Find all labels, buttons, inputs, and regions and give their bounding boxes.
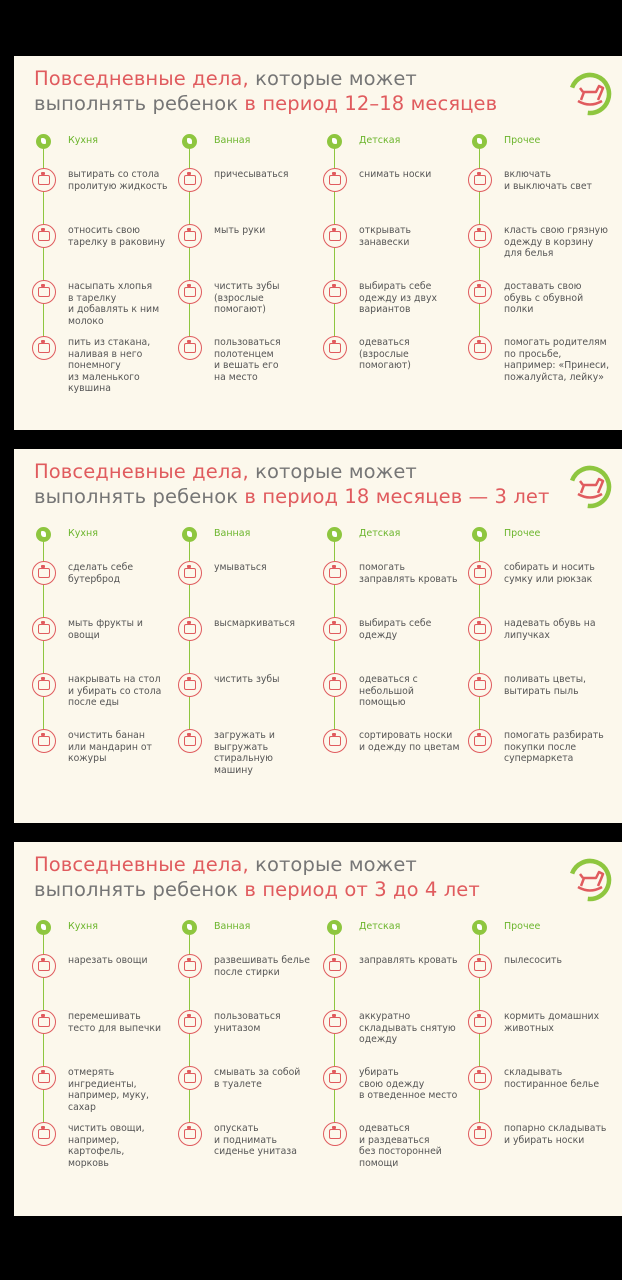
title-period: в период 12–18 месяцев xyxy=(244,92,498,115)
chore-text: умываться xyxy=(214,562,267,573)
toothbrush-icon xyxy=(178,280,202,304)
title-highlight: Повседневные дела, xyxy=(34,853,249,876)
chore-text: насыпать хлопья в тарелку и добавлять к ним молоко xyxy=(68,281,160,327)
dishes-icon xyxy=(32,673,56,697)
card-title xyxy=(34,66,497,116)
chore-text: пользоваться полотенцем и вешать его на место xyxy=(214,337,281,383)
chore-item xyxy=(325,336,470,392)
chore-item xyxy=(470,954,615,1010)
chore-item xyxy=(34,1066,179,1122)
rocking-horse-logo-icon xyxy=(568,858,612,902)
chore-item xyxy=(34,561,179,617)
title-text: которые может xyxy=(248,460,417,483)
category-label: Ванная xyxy=(214,135,251,146)
chore-item xyxy=(470,1122,615,1178)
chore-item xyxy=(325,224,470,280)
chore-text: сделать себе бутерброд xyxy=(68,562,134,585)
chore-text: помогать разбирать покупки после супермаркета xyxy=(504,730,604,764)
comb-icon xyxy=(178,168,202,192)
face-wash-icon xyxy=(178,561,202,585)
chore-text: помогать заправлять кровать xyxy=(359,562,458,585)
chore-text: перемешивать тесто для выпечки xyxy=(68,1011,161,1034)
toothbrush-icon xyxy=(178,673,202,697)
title-period: в период от 3 до 4 лет xyxy=(244,878,480,901)
category-icon xyxy=(327,920,342,935)
chore-item xyxy=(180,336,325,392)
plate-icon xyxy=(32,224,56,248)
chore-text: выбирать себе одежду xyxy=(359,618,432,641)
chore-item xyxy=(180,168,325,224)
chore-item xyxy=(180,280,325,336)
fruit-wash-icon xyxy=(32,617,56,641)
chore-item xyxy=(325,561,470,617)
category-label: Кухня xyxy=(68,528,98,539)
banana-icon xyxy=(32,729,56,753)
backpack-icon xyxy=(468,561,492,585)
chore-item xyxy=(470,673,615,729)
cup-icon xyxy=(32,336,56,360)
chore-text: опускать и поднимать сиденье унитаза xyxy=(214,1123,297,1157)
chore-item xyxy=(34,617,179,673)
socks-icon xyxy=(323,729,347,753)
chore-item xyxy=(470,336,615,392)
title-text: которые может xyxy=(248,67,417,90)
category-column xyxy=(325,920,470,1200)
chore-text: собирать и носить сумку или рюкзак xyxy=(504,562,595,585)
chore-item xyxy=(470,280,615,336)
chore-item xyxy=(325,1122,470,1178)
hanger-icon xyxy=(323,673,347,697)
shoe-icon xyxy=(468,617,492,641)
chores-card xyxy=(14,842,622,1216)
folded-clothes-icon xyxy=(323,1010,347,1034)
chore-item xyxy=(470,168,615,224)
chore-item xyxy=(470,224,615,280)
chore-item xyxy=(34,224,179,280)
category-label: Детская xyxy=(359,921,401,932)
chore-text: одеваться (взрослые помогают) xyxy=(359,337,411,371)
chore-text: класть свою грязную одежду в корзину для белья xyxy=(504,225,609,259)
chore-item xyxy=(325,1066,470,1122)
title-text: которые может xyxy=(248,853,417,876)
chore-text: попарно складывать и убирать носки xyxy=(504,1123,607,1146)
chore-text: складывать постиранное белье xyxy=(504,1067,600,1090)
category-icon xyxy=(472,134,487,149)
category-column xyxy=(180,920,325,1200)
vacuum-icon xyxy=(468,954,492,978)
pet-bowl-icon xyxy=(468,1010,492,1034)
chore-text: кормить домашних животных xyxy=(504,1011,600,1034)
title-highlight: Повседневные дела, xyxy=(34,460,249,483)
category-label: Ванная xyxy=(214,528,251,539)
chore-item xyxy=(180,1122,325,1178)
title-text: выполнять ребенок xyxy=(34,92,245,115)
chore-text: мыть фрукты и овощи xyxy=(68,618,143,641)
category-label: Детская xyxy=(359,528,401,539)
shopping-bag-icon xyxy=(468,729,492,753)
chore-text: чистить зубы (взрослые помогают) xyxy=(214,281,280,315)
chore-item xyxy=(180,561,325,617)
chore-text: одеваться с небольшой помощью xyxy=(359,674,418,708)
chore-text: вытирать со стола пролитую жидкость xyxy=(68,169,168,192)
chores-card xyxy=(14,449,622,823)
chore-text: открывать занавески xyxy=(359,225,412,248)
chore-text: пить из стакана, наливая в него понемногу из маленького кувшина xyxy=(68,337,151,394)
folded-linen-icon xyxy=(468,1066,492,1090)
category-label: Прочее xyxy=(504,528,541,539)
chore-text: аккуратно складывать снятую одежду xyxy=(359,1011,456,1045)
title-highlight: Повседневные дела, xyxy=(34,67,249,90)
laundry-basket-icon xyxy=(468,224,492,248)
chore-text: отмерять ингредиенты, например, муку, сахар xyxy=(68,1067,149,1113)
shirt-icon xyxy=(323,280,347,304)
category-label: Кухня xyxy=(68,135,98,146)
towel-icon xyxy=(178,336,202,360)
title-text: выполнять ребенок xyxy=(34,878,245,901)
cereal-bowl-icon xyxy=(32,280,56,304)
category-column xyxy=(470,527,615,807)
toilet-icon xyxy=(178,1010,202,1034)
chore-text: смывать за собой в туалете xyxy=(214,1067,301,1090)
category-label: Ванная xyxy=(214,921,251,932)
measuring-cup-icon xyxy=(32,1066,56,1090)
chore-item xyxy=(180,1066,325,1122)
category-column xyxy=(34,920,179,1200)
chore-item xyxy=(34,336,179,392)
category-icon xyxy=(182,527,197,542)
chore-item xyxy=(34,1122,179,1178)
chore-text: развешивать белье после стирки xyxy=(214,955,310,978)
chore-text: поливать цветы, вытирать пыль xyxy=(504,674,587,697)
shoe-icon xyxy=(468,280,492,304)
category-icon xyxy=(327,134,342,149)
chore-item xyxy=(180,729,325,785)
chore-text: накрывать на стол и убирать со стола после еды xyxy=(68,674,162,708)
chore-text: сортировать носки и одежду по цветам xyxy=(359,730,460,753)
chore-text: относить свою тарелку в раковину xyxy=(68,225,166,248)
category-label: Кухня xyxy=(68,921,98,932)
chore-item xyxy=(325,729,470,785)
curtain-icon xyxy=(323,224,347,248)
chore-text: причесываться xyxy=(214,169,289,180)
category-icon xyxy=(182,920,197,935)
chore-item xyxy=(325,954,470,1010)
chore-text: доставать свою обувь с обувной полки xyxy=(504,281,584,315)
flush-icon xyxy=(178,1066,202,1090)
hanger-icon xyxy=(323,1122,347,1146)
chore-text: загружать и выгружать стиральную машину xyxy=(214,730,275,776)
socks-icon xyxy=(468,1122,492,1146)
chore-item xyxy=(470,561,615,617)
chore-text: одеваться и раздеваться без посторонней помощи xyxy=(359,1123,442,1169)
rocking-horse-logo-icon xyxy=(568,72,612,116)
category-icon xyxy=(472,527,487,542)
chore-text: помогать родителям по просьбе, например: «Принеси, пожалуйста, лейку» xyxy=(504,337,610,383)
chore-text: чистить зубы xyxy=(214,674,280,685)
chore-item xyxy=(34,954,179,1010)
category-column xyxy=(34,527,179,807)
card-title xyxy=(34,459,549,509)
watering-can-icon xyxy=(468,673,492,697)
chore-item xyxy=(34,729,179,785)
category-column xyxy=(470,920,615,1200)
hanger-icon xyxy=(323,336,347,360)
category-icon xyxy=(472,920,487,935)
chore-text: нарезать овощи xyxy=(68,955,148,966)
clothes-line-icon xyxy=(178,954,202,978)
title-text: выполнять ребенок xyxy=(34,485,245,508)
chore-item xyxy=(470,729,615,785)
category-icon xyxy=(182,134,197,149)
chore-item xyxy=(34,280,179,336)
rocking-horse-logo-icon xyxy=(568,465,612,509)
tissue-icon xyxy=(178,617,202,641)
chore-text: очистить банан или мандарин от кожуры xyxy=(68,730,152,764)
chore-item xyxy=(325,1010,470,1066)
chore-item xyxy=(325,673,470,729)
shirt-icon xyxy=(323,617,347,641)
chore-item xyxy=(180,954,325,1010)
chore-item xyxy=(325,280,470,336)
sock-icon xyxy=(323,168,347,192)
category-column xyxy=(180,527,325,807)
category-icon xyxy=(36,527,51,542)
chore-text: чистить овощи, например, картофель, морковь xyxy=(68,1123,145,1169)
toilet-seat-icon xyxy=(178,1122,202,1146)
knife-icon xyxy=(32,954,56,978)
chore-text: пылесосить xyxy=(504,955,562,966)
category-column xyxy=(325,134,470,414)
chore-text: мыть руки xyxy=(214,225,266,236)
chore-item xyxy=(34,168,179,224)
chore-item xyxy=(325,617,470,673)
chore-item xyxy=(470,617,615,673)
chore-text: убирать свою одежду в отведенное место xyxy=(359,1067,458,1101)
category-label: Прочее xyxy=(504,921,541,932)
pillow-icon xyxy=(323,954,347,978)
chore-item xyxy=(180,224,325,280)
chore-item xyxy=(34,673,179,729)
category-column xyxy=(325,527,470,807)
chore-item xyxy=(325,168,470,224)
watering-can-icon xyxy=(468,336,492,360)
hand-wash-icon xyxy=(178,224,202,248)
chore-item xyxy=(180,1010,325,1066)
chore-item xyxy=(470,1066,615,1122)
category-label: Детская xyxy=(359,135,401,146)
chore-text: снимать носки xyxy=(359,169,432,180)
category-icon xyxy=(36,920,51,935)
wardrobe-icon xyxy=(323,1066,347,1090)
category-icon xyxy=(36,134,51,149)
category-icon xyxy=(327,527,342,542)
pillow-icon xyxy=(323,561,347,585)
title-period: в период 18 месяцев — 3 лет xyxy=(244,485,550,508)
chore-text: заправлять кровать xyxy=(359,955,458,966)
chores-card xyxy=(14,56,622,430)
chore-text: высмаркиваться xyxy=(214,618,295,629)
chore-text: надевать обувь на липучках xyxy=(504,618,596,641)
sandwich-icon xyxy=(32,561,56,585)
category-column xyxy=(34,134,179,414)
lightbulb-icon xyxy=(468,168,492,192)
washing-machine-icon xyxy=(178,729,202,753)
chore-item xyxy=(470,1010,615,1066)
whisk-bowl-icon xyxy=(32,1010,56,1034)
chore-item xyxy=(34,1010,179,1066)
card-title xyxy=(34,852,480,902)
category-column xyxy=(470,134,615,414)
chore-text: включать и выключать свет xyxy=(504,169,592,192)
chore-item xyxy=(180,617,325,673)
chore-text: выбирать себе одежду из двух вариантов xyxy=(359,281,437,315)
chore-text: пользоваться унитазом xyxy=(214,1011,281,1034)
category-label: Прочее xyxy=(504,135,541,146)
chore-item xyxy=(180,673,325,729)
category-column xyxy=(180,134,325,414)
peeler-icon xyxy=(32,1122,56,1146)
spill-icon xyxy=(32,168,56,192)
